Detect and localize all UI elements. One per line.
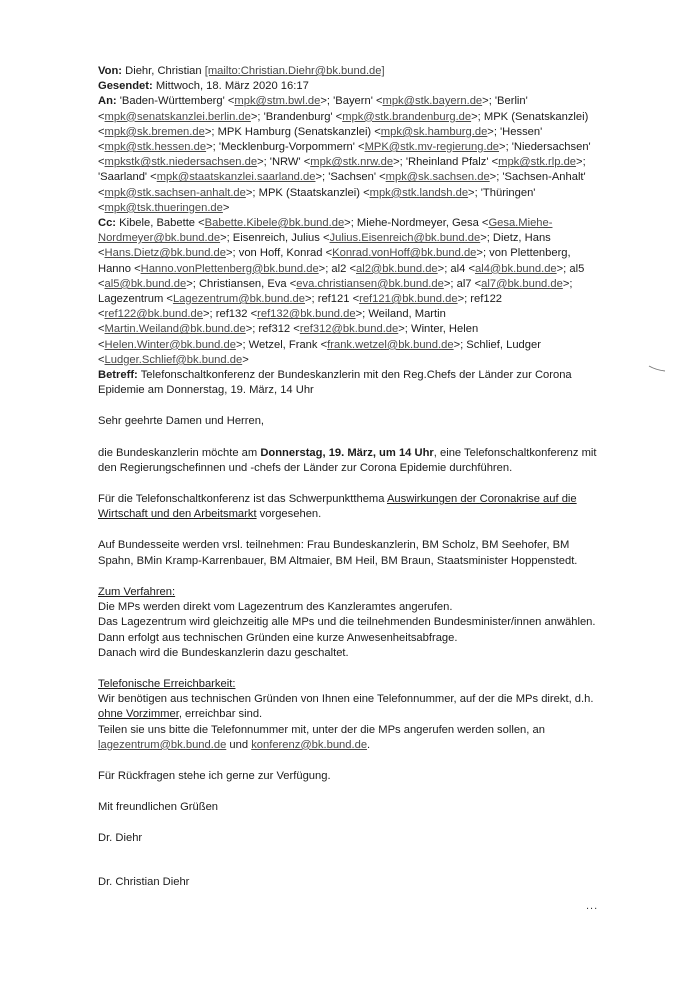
to-email-link[interactable]: mpk@stk.hessen.de (104, 141, 207, 154)
to-recipient-text: >; 'Brandenburg' < (250, 110, 343, 123)
cc-recipient-text: >; al4 < (437, 262, 475, 275)
subject-value: Telefonschaltkonferenz der Bundeskanzlerin mit den Reg.Chefs der Länder zur Corona Epidemie am Donnerstag, 19. März, 14 Uhr (98, 369, 572, 397)
paragraph-conference (98, 446, 600, 476)
cc-email-link[interactable]: al7@bk.bund.de (481, 277, 563, 290)
cc-email-link[interactable]: ref122@bk.bund.de (104, 308, 203, 321)
conference-date: Donnerstag, 19. März, um 14 Uhr (260, 446, 434, 459)
cc-recipient-text: >; al5 < (98, 262, 585, 290)
sent-line (98, 79, 600, 94)
cc-email-link[interactable]: al5@bk.bund.de (104, 277, 187, 290)
cc-recipient-text: >; Lagezentrum < (98, 277, 573, 306)
lagezentrum-email-link[interactable]: lagezentrum@bk.bund.de (98, 738, 227, 751)
cc-email-link[interactable]: ref132@bk.bund.de (257, 308, 356, 321)
cc-recipient-text: >; Schlief, Ludger < (98, 338, 541, 366)
cc-email-link[interactable]: al4@bk.bund.de (474, 262, 557, 275)
paragraph-text: und (226, 738, 252, 751)
to-line (98, 94, 600, 216)
sent-label: Gesendet: (98, 80, 153, 93)
to-recipient-text: >; 'Thüringen' < (98, 186, 536, 214)
from-line (98, 64, 600, 79)
paragraph-text: Für die Telefonschaltkonferenz ist das Schwerpunktthema (98, 493, 387, 506)
to-email-link[interactable]: mpk@stk.brandenburg.de (342, 110, 472, 123)
procedure-line: Die MPs werden direkt vom Lagezentrum des Kanzleramtes angerufen. (98, 601, 453, 614)
cc-recipient-text: >; Weiland, Martin < (98, 308, 446, 336)
cc-recipient-text: >; ref312 < (245, 323, 300, 336)
cc-recipient-text: >; von Plettenberg, Hanno < (98, 247, 571, 275)
to-recipient-text: >; MPK Hamburg (Senatskanzlei) < (204, 125, 381, 138)
signature-short: Dr. Diehr (98, 832, 143, 845)
to-recipient-text: >; 'Rheinland Pfalz' < (393, 156, 499, 169)
cc-recipient-text: > (242, 353, 249, 366)
paragraph-text: Wir benötigen aus technischen Gründen von Ihnen eine Telefonnummer, auf der die MPs direkt, d.h. (98, 693, 594, 706)
to-recipient-text: >; 'Niedersachsen' < (98, 141, 591, 169)
procedure-heading: Zum Verfahren: (98, 585, 176, 598)
questions-line: Für Rückfragen stehe ich gerne zur Verfügung. (98, 769, 331, 782)
no-anteroom: ohne Vorzimmer (98, 708, 179, 721)
cc-recipient-text: >; ref121 < (304, 293, 360, 306)
signature-full: Dr. Christian Diehr (98, 875, 190, 888)
cc-email-link[interactable]: Lagezentrum@bk.bund.de (172, 293, 305, 306)
cc-line (98, 216, 600, 368)
from-mailto-link[interactable]: [mailto:Christian.Diehr@bk.bund.de] (204, 65, 385, 77)
to-recipient-text: >; 'Sachsen-Anhalt' < (98, 171, 586, 199)
cc-email-link[interactable]: ref312@bk.bund.de (299, 323, 399, 336)
cc-recipients (98, 217, 584, 366)
cc-email-link[interactable]: eva.christiansen@bk.bund.de (296, 277, 444, 290)
cc-email-link[interactable]: Julius.Eisenreich@bk.bund.de (329, 232, 481, 245)
cc-email-link[interactable]: Ludger.Schlief@bk.bund.de (104, 353, 243, 366)
to-email-link[interactable]: mpk@stk.rlp.de (498, 156, 577, 169)
cc-email-link[interactable]: frank.wetzel@bk.bund.de (327, 338, 454, 351)
closing: Mit freundlichen Grüßen (98, 801, 219, 814)
to-email-link[interactable]: mpk@stk.nrw.de (310, 156, 394, 169)
to-recipient-text: > (222, 201, 230, 214)
paragraph-text: , eine Telefonschaltkonferenz mit den Regierungschefinnen und -chefs der Länder zur Corona Epidemie durchführen. (98, 446, 597, 474)
to-recipient-text: >; MPK (Staatskanzlei) < (245, 186, 370, 199)
cc-email-link[interactable]: Gesa.Miehe-Nordmeyer@bk.bund.de (98, 217, 553, 245)
cc-recipient-text: >; ref122 < (98, 293, 503, 321)
reachability-line (98, 723, 600, 753)
cc-recipient-text: >; ref132 < (203, 308, 258, 321)
cc-label: Cc: (98, 217, 117, 230)
cc-recipient-text: >; von Hoff, Konrad < (225, 247, 333, 260)
continuation-ellipsis: ... (586, 900, 599, 912)
to-email-link[interactable]: mpk@sk.sachsen.de (385, 171, 490, 184)
procedure-line: Danach wird die Bundeskanzlerin dazu geschaltet. (98, 646, 349, 659)
to-email-link[interactable]: mpk@stk.bayern.de (382, 95, 483, 108)
to-email-link[interactable]: mpk@stk.landsh.de (369, 186, 469, 199)
cc-recipient-text: >; Dietz, Hans < (98, 232, 551, 260)
to-email-link[interactable]: mpk@tsk.thueringen.de (104, 201, 223, 214)
konferenz-email-link[interactable]: konferenz@bk.bund.de (251, 738, 368, 751)
to-recipient-text: >; 'Saarland' < (98, 156, 586, 184)
margin-pen-mark (648, 364, 666, 374)
to-recipient-text: >; 'Bayern' < (320, 95, 383, 108)
to-email-link[interactable]: mpk@staatskanzlei.saarland.de (156, 171, 316, 184)
cc-recipient-text: >; Winter, Helen < (98, 323, 479, 351)
reachability-heading: Telefonische Erreichbarkeit: (98, 677, 236, 690)
cc-recipient-text: >; al7 < (443, 277, 482, 290)
cc-recipient-text: >; Eisenreich, Julius < (220, 232, 330, 245)
cc-recipient-text: >; Christiansen, Eva < (186, 277, 297, 290)
to-email-link[interactable]: mpk@stk.sachsen-anhalt.de (104, 186, 246, 199)
to-email-link[interactable]: mpk@senatskanzlei.berlin.de (104, 110, 251, 123)
to-email-link[interactable]: MPK@stk.mv-regierung.de (364, 141, 500, 154)
procedure-line: Das Lagezentrum wird gleichzeitig alle MPs und die teilnehmenden Bundesminister/innen anwählen. (98, 616, 596, 629)
paragraph-text: Teilen sie uns bitte die Telefonnummer mit, unter der die MPs angerufen werden sollen, an (98, 723, 545, 736)
to-recipient-text: >; 'Hessen' < (98, 125, 543, 154)
to-recipient-text: >; MPK (Senatskanzlei) < (98, 110, 589, 138)
email-document (98, 64, 600, 890)
from-label: Von: (98, 65, 123, 77)
paragraph-text: vorgesehen. (256, 508, 322, 521)
from-name: Diehr, Christian (125, 65, 202, 77)
cc-recipient-text: >; Miehe-Nordmeyer, Gesa < (344, 217, 489, 230)
cc-email-link[interactable]: ref121@bk.bund.de (359, 293, 458, 306)
salutation: Sehr geehrte Damen und Herren, (98, 415, 265, 428)
cc-email-link[interactable]: Hanno.vonPlettenberg@bk.bund.de (140, 262, 319, 275)
subject-line (98, 368, 600, 398)
to-recipient-text: >; 'Sachsen' < (315, 171, 386, 184)
to-recipient-text: >; 'Mecklenburg-Vorpommern' < (206, 141, 365, 154)
main-topic: Auswirkungen der Coronakrise auf die Wirtschaft und den Arbeitsmarkt (98, 493, 577, 521)
paragraph-text: die Bundeskanzlerin möchte am (98, 446, 261, 459)
to-email-link[interactable]: mpkstk@stk.niedersachsen.de (104, 156, 258, 169)
paragraph-text: . (367, 738, 371, 751)
cc-recipient-text: >; Wetzel, Frank < (235, 338, 328, 351)
to-email-link[interactable]: mpk@sk.bremen.de (104, 125, 205, 138)
cc-email-link[interactable]: Hans.Dietz@bk.bund.de (104, 247, 226, 260)
to-email-link[interactable]: mpk@stm.bwl.de (234, 95, 321, 108)
paragraph-topic (98, 492, 600, 522)
paragraph-participants: Auf Bundesseite werden vrsl. teilnehmen: Frau Bundeskanzlerin, BM Scholz, BM Seehofer, BM Spahn, BMin Kramp-Karrenbauer, BM Altmaier, BM Heil, BM Braun, Staatsminister Hoppenstedt. (98, 539, 578, 567)
to-recipients (98, 95, 591, 213)
to-recipient-text: >; 'Berlin' < (98, 95, 528, 123)
cc-email-link[interactable]: Helen.Winter@bk.bund.de (104, 338, 236, 351)
cc-recipient-text: >; al2 < (318, 262, 356, 275)
sent-value: Mittwoch, 18. März 2020 16:17 (155, 80, 309, 93)
to-recipient-text: 'Baden-Württemberg' < (119, 95, 235, 108)
cc-email-link[interactable]: al2@bk.bund.de (356, 262, 438, 275)
cc-email-link[interactable]: Konrad.vonHoff@bk.bund.de (332, 247, 477, 260)
subject-label: Betreff: (98, 369, 138, 382)
to-email-link[interactable]: mpk@sk.hamburg.de (380, 125, 488, 138)
paragraph-text: , erreichbar sind. (178, 708, 263, 721)
to-recipient-text: >; 'NRW' < (257, 156, 311, 169)
procedure-line: Dann erfolgt aus technischen Gründen eine kurze Anwesenheitsabfrage. (98, 631, 458, 644)
cc-recipient-text: Kibele, Babette < (119, 217, 205, 230)
to-label: An: (98, 95, 117, 108)
cc-email-link[interactable]: Martin.Weiland@bk.bund.de (104, 323, 246, 336)
reachability-line (98, 692, 600, 722)
cc-email-link[interactable]: Babette.Kibele@bk.bund.de (204, 217, 345, 230)
